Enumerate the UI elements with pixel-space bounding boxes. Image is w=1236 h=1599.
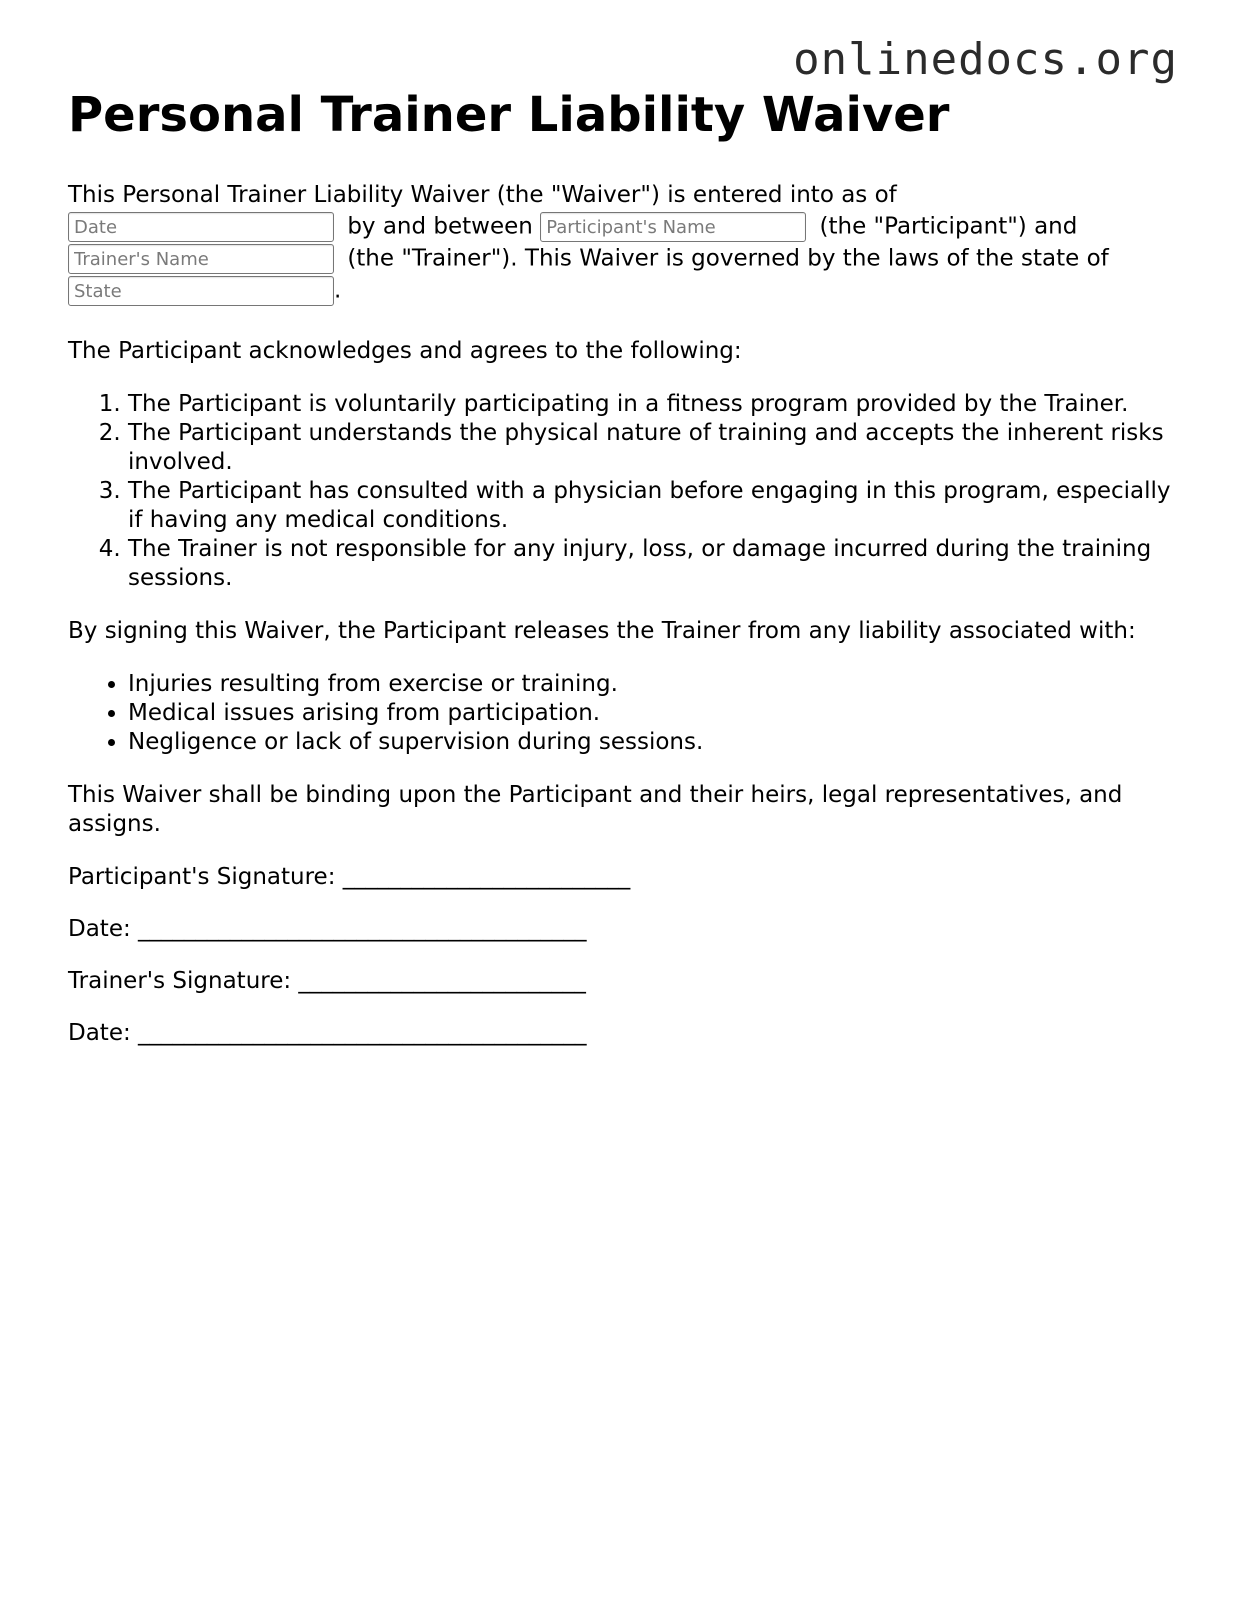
intro-text-1: This Personal Trainer Liability Waiver (the "Waiver") is entered into as of <box>68 182 897 208</box>
trainer-name-field[interactable] <box>68 244 334 274</box>
list-item: 1. The Participant is voluntarily participating in a fitness program provided by the Trainer. <box>128 390 1178 419</box>
release-heading: By signing this Waiver, the Participant releases the Trainer from any liability associated with: <box>68 618 1136 644</box>
acknowledgement-list <box>68 390 1178 593</box>
watermark-logo: onlinedocs.org <box>793 34 1178 85</box>
date-field[interactable] <box>68 212 334 242</box>
list-item: • Negligence or lack of supervision during sessions. <box>128 728 1178 757</box>
state-field[interactable] <box>68 276 334 306</box>
waiver-document <box>68 84 1178 1071</box>
binding-paragraph: This Waiver shall be binding upon the Participant and their heirs, legal representatives, and assigns. <box>68 782 1123 837</box>
intro-text-3: (the "Participant") and <box>819 213 1078 240</box>
intro-paragraph <box>68 180 1178 307</box>
participant-date-line: Date: _______________________________________ <box>68 916 587 942</box>
list-item: • Medical issues arising from participation. <box>128 699 1178 728</box>
list-item: 2. The Participant understands the physical nature of training and accepts the inherent risks involved. <box>128 419 1178 477</box>
intro-text-2: by and between <box>347 213 533 240</box>
list-item: 3. The Participant has consulted with a physician before engaging in this program, especially if having any medical conditions. <box>128 477 1178 535</box>
page-title: Personal Trainer Liability Waiver <box>68 87 950 143</box>
participant-signature-line: Participant's Signature: _________________________ <box>68 864 631 890</box>
trainer-date-line: Date: _______________________________________ <box>68 1020 587 1046</box>
intro-text-5: . <box>334 277 342 304</box>
intro-text-4: (the "Trainer"). This Waiver is governed by the laws of the state of <box>347 245 1109 272</box>
acknowledge-heading: The Participant acknowledges and agrees to the following: <box>68 338 742 364</box>
list-item: 4. The Trainer is not responsible for any injury, loss, or damage incurred during the training sessions. <box>128 535 1178 593</box>
release-list <box>68 670 1178 757</box>
trainer-signature-line: Trainer's Signature: _________________________ <box>68 968 586 994</box>
list-item: • Injuries resulting from exercise or training. <box>128 670 1178 699</box>
participant-name-field[interactable] <box>540 212 806 242</box>
